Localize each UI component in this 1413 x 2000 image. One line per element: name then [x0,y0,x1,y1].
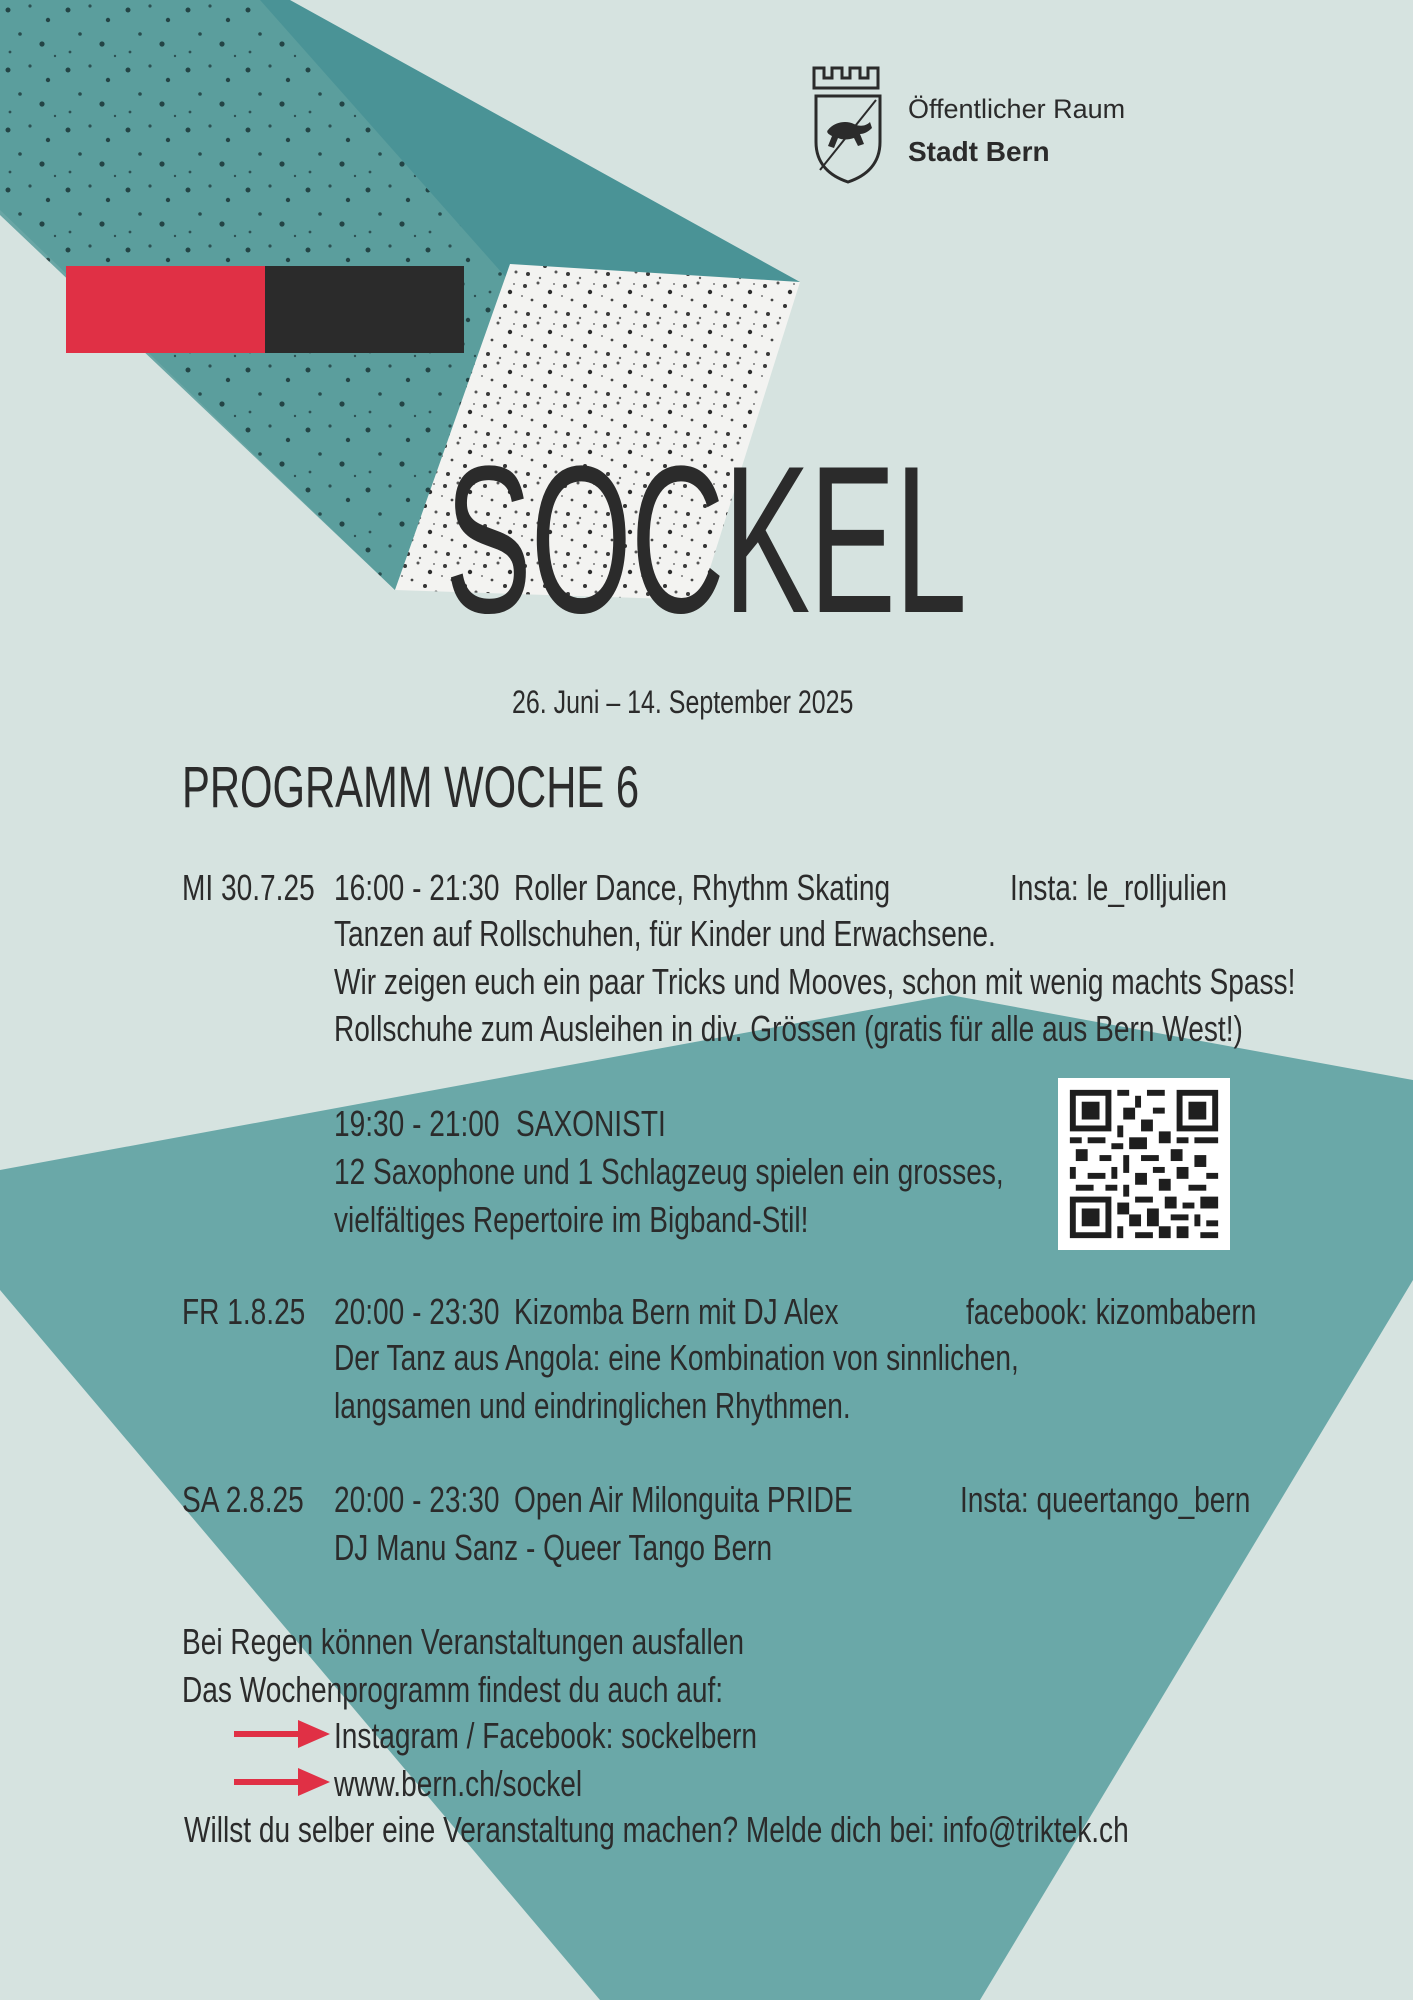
event-social: Insta: queertango_bern [960,1479,1251,1520]
event-name: Roller Dance, Rhythm Skating [514,867,891,908]
event-social: facebook: kizombabern [966,1291,1257,1332]
arrow-right-icon [234,1768,330,1796]
website-link[interactable]: www.bern.ch/sockel [334,1763,583,1804]
program-heading: PROGRAMM WOCHE 6 [182,755,640,820]
contact-line: Willst du selber eine Veranstaltung machen? Melde dich bei: info@triktek.ch [184,1809,1129,1850]
logo-line-2: Stadt Bern [908,136,1050,167]
event-desc-line: 12 Saxophone und 1 Schlagzeug spielen ein grosses, [334,1151,1004,1192]
event-time: 19:30 - 21:00 [334,1103,500,1144]
event-desc-line: Rollschuhe zum Ausleihen in div. Grössen (gratis für alle aus Bern West!) [334,1008,1243,1049]
qr-code-icon[interactable] [1058,1078,1230,1250]
event-desc-line: Tanzen auf Rollschuhen, für Kinder und Erwachsene. [334,913,996,954]
date-range: 26. Juni – 14. September 2025 [512,684,854,720]
page-title: SOCKEL [445,422,966,657]
event-name: SAXONISTI [516,1103,666,1144]
event-desc-line: DJ Manu Sanz - Queer Tango Bern [334,1527,773,1568]
event-desc-line: vielfältiges Repertoire im Bigband-Stil! [334,1199,809,1240]
bern-bear-coat-of-arms-icon [810,66,886,184]
event-desc-line: langsamen und eindringlichen Rhythmen. [334,1385,851,1426]
rain-notice: Bei Regen können Veranstaltungen ausfallen [182,1621,745,1662]
event-social: Insta: le_rolljulien [1010,867,1227,908]
event-name: Open Air Milonguita PRIDE [514,1479,853,1520]
event-time: 20:00 - 23:30 [334,1479,500,1520]
event-day: SA 2.8.25 [182,1479,304,1520]
event-desc-line: Wir zeigen euch ein paar Tricks und Mooves, schon mit wenig machts Spass! [334,961,1296,1002]
social-link[interactable]: Instagram / Facebook: sockelbern [334,1715,757,1756]
event-time: 20:00 - 23:30 [334,1291,500,1332]
event-day: MI 30.7.25 [182,867,315,908]
event-time: 16:00 - 21:30 [334,867,500,908]
logo-line-1: Öffentlicher Raum [908,94,1126,124]
qr-code-graphic [1058,1078,1230,1250]
arrow-right-icon [234,1720,330,1748]
event-day: FR 1.8.25 [182,1291,306,1332]
program-intro: Das Wochenprogramm findest du auch auf: [182,1669,724,1710]
event-desc-line: Der Tanz aus Angola: eine Kombination von sinnlichen, [334,1337,1019,1378]
stadt-bern-logo [810,66,1230,186]
event-name: Kizomba Bern mit DJ Alex [514,1291,839,1332]
